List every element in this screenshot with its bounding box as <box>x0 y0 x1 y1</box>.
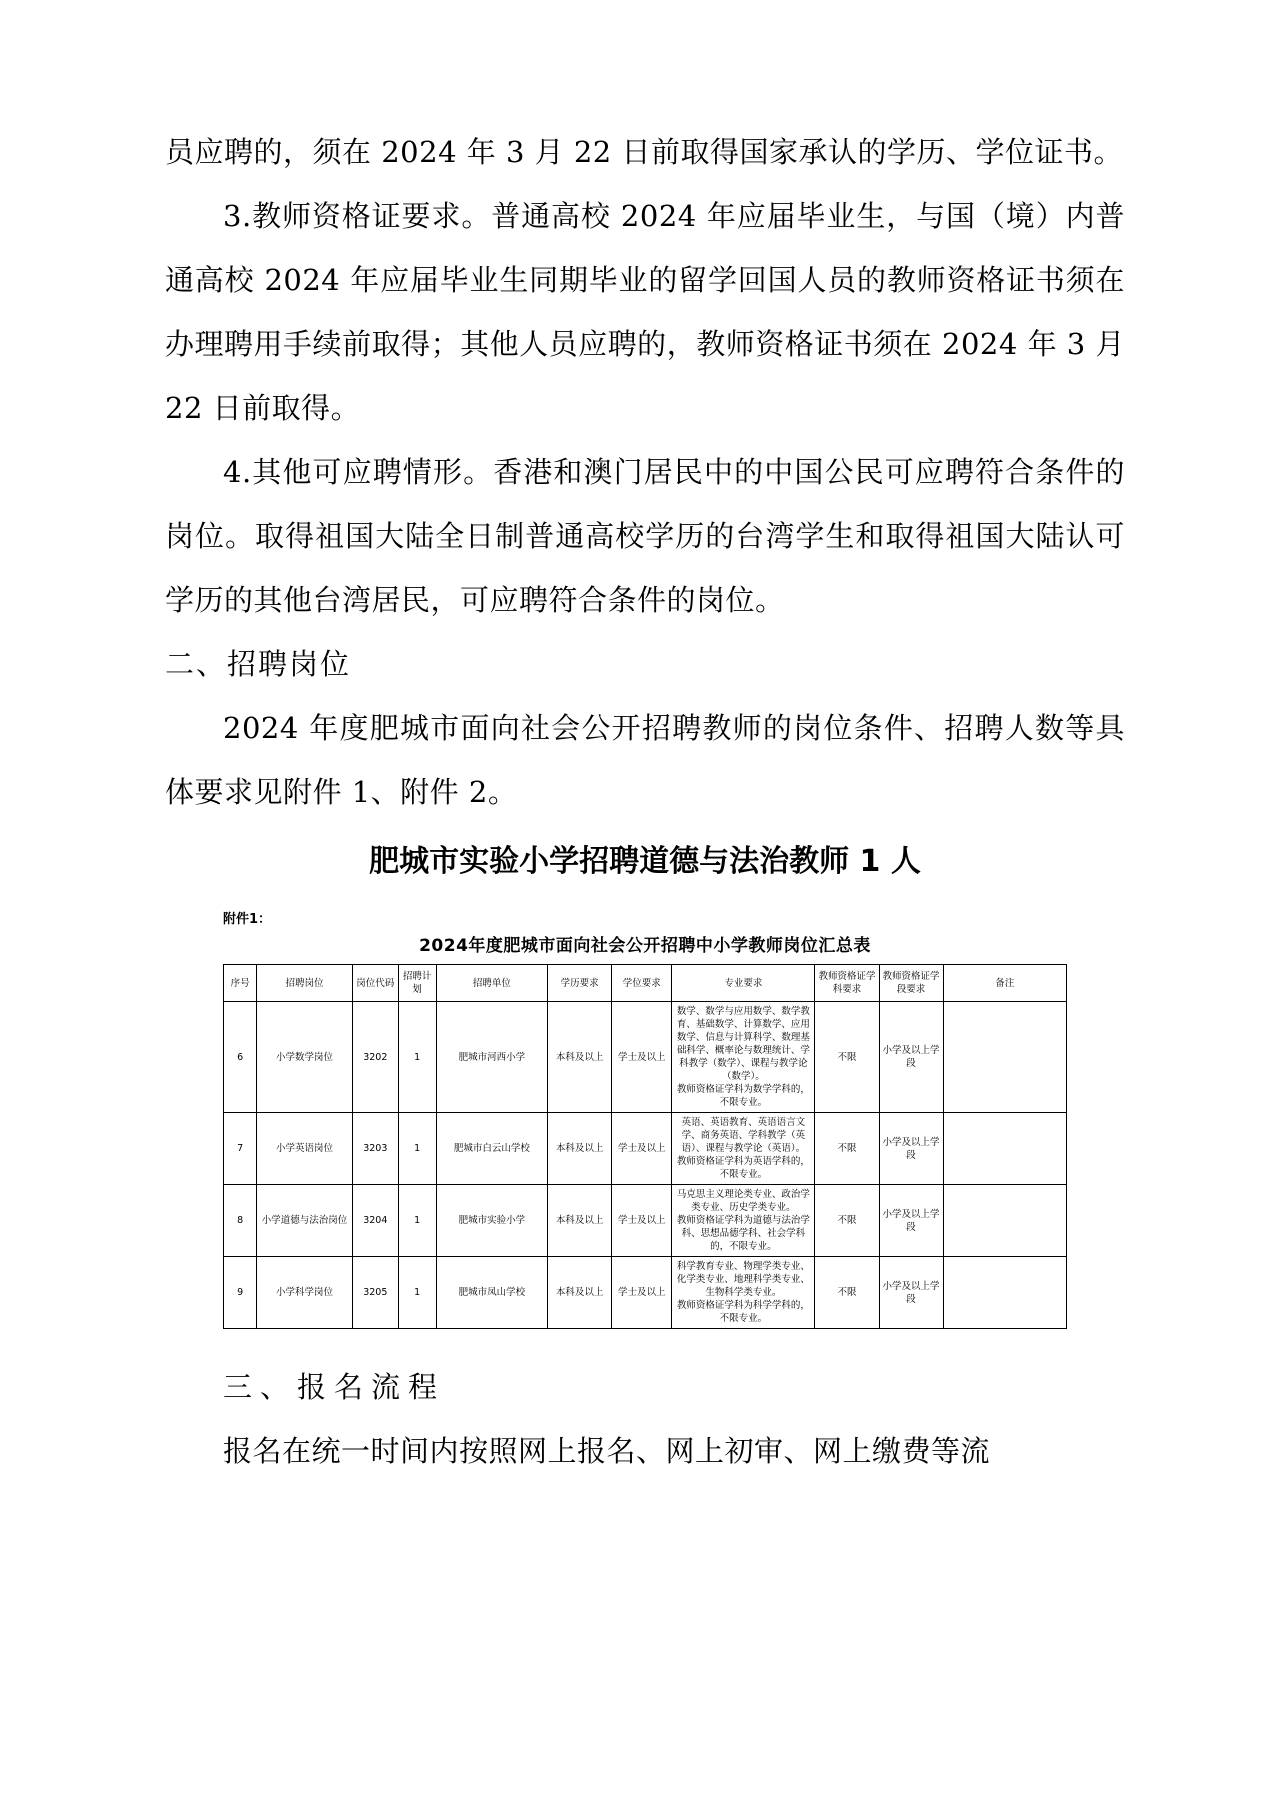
header-education: 学历要求 <box>548 965 612 1002</box>
attachment-label: 附件1： <box>223 912 272 927</box>
cell-unit: 肥城市实验小学 <box>436 1185 548 1257</box>
attachment-title: 2024年度肥城市面向社会公开招聘中小学教师岗位汇总表 <box>419 936 871 956</box>
cell-remark <box>943 1185 1066 1257</box>
cell-major: 马克思主义理论类专业、政治学类专业、历史学类专业。 教师资格证学科为道德与法治学科、思想品德学科、社会学科的，不限专业。 <box>672 1185 815 1257</box>
cell-cert-subject: 不限 <box>815 1002 879 1113</box>
cell-degree: 学士及以上 <box>612 1113 672 1185</box>
cell-cert-stage: 小学及以上学段 <box>879 1113 943 1185</box>
table-row <box>224 1257 1067 1329</box>
paragraph-1: 员应聘的，须在 2024 年 3 月 22 日前取得国家承认的学历、学位证书。 <box>165 135 1123 169</box>
cell-seq: 6 <box>224 1002 257 1113</box>
section-three-paragraph: 报名在统一时间内按照网上报名、网上初审、网上缴费等流 <box>223 1434 991 1468</box>
cell-degree: 学士及以上 <box>612 1257 672 1329</box>
cell-education: 本科及以上 <box>548 1002 612 1113</box>
cell-post: 小学科学岗位 <box>257 1257 353 1329</box>
cell-major: 英语、英语教育、英语语言文学、商务英语、学科教学（英语）、课程与教学论（英语）。 教师资格证学科为英语学科的，不限专业。 <box>672 1113 815 1185</box>
cell-unit: 肥城市河西小学 <box>436 1002 548 1113</box>
cell-remark <box>943 1257 1066 1329</box>
cell-code: 3205 <box>352 1257 398 1329</box>
section-two-heading: 二、招聘岗位 <box>165 647 352 681</box>
cell-degree: 学士及以上 <box>612 1002 672 1113</box>
header-cert-subject: 教师资格证学科要求 <box>815 965 879 1002</box>
cell-cert-stage: 小学及以上学段 <box>879 1257 943 1329</box>
header-degree: 学位要求 <box>612 965 672 1002</box>
table-header-row <box>224 965 1067 1002</box>
paragraph-3: 4.其他可应聘情形。香港和澳门居民中的中国公民可应聘符合条件的岗位。取得祖国大陆全日制普通高校学历的台湾学生和取得祖国大陆认可学历的其他台湾居民，可应聘符合条件的岗位。 <box>165 455 1125 617</box>
cell-cert-subject: 不限 <box>815 1185 879 1257</box>
cell-major: 数学、数学与应用数学、数学教育、基础数学、计算数学、应用数学、信息与计算科学、数理基础科学、概率论与数理统计、学科教学（数学）、课程与教学论（数学）。 教师资格证学科为数学学科的，不限专业。 <box>672 1002 815 1113</box>
cell-degree: 学士及以上 <box>612 1185 672 1257</box>
cell-education: 本科及以上 <box>548 1185 612 1257</box>
cell-post: 小学道德与法治岗位 <box>257 1185 353 1257</box>
cell-remark <box>943 1113 1066 1185</box>
jobs-table <box>223 964 1067 1329</box>
cell-post: 小学数学岗位 <box>257 1002 353 1113</box>
cell-plan: 1 <box>398 1002 436 1113</box>
cell-post: 小学英语岗位 <box>257 1113 353 1185</box>
header-code: 岗位代码 <box>352 965 398 1002</box>
cell-seq: 9 <box>224 1257 257 1329</box>
cell-plan: 1 <box>398 1113 436 1185</box>
section-three-heading: 三、报名流程 <box>223 1370 446 1404</box>
table-row <box>224 1002 1067 1113</box>
header-seq: 序号 <box>224 965 257 1002</box>
table-row <box>224 1185 1067 1257</box>
cell-plan: 1 <box>398 1185 436 1257</box>
cell-unit: 肥城市凤山学校 <box>436 1257 548 1329</box>
cell-cert-stage: 小学及以上学段 <box>879 1185 943 1257</box>
attachment-block <box>165 908 1125 1329</box>
header-remark: 备注 <box>943 965 1066 1002</box>
header-plan: 招聘计划 <box>398 965 436 1002</box>
header-unit: 招聘单位 <box>436 965 548 1002</box>
table-row <box>224 1113 1067 1185</box>
paragraph-2: 3.教师资格证要求。普通高校 2024 年应届毕业生，与国（境）内普通高校 2024 年应届毕业生同期毕业的留学回国人员的教师资格证书须在办理聘用手续前取得；其他人员应聘的，教师资格证书须在 2024 年 3 月 22 日前取得。 <box>165 199 1125 425</box>
cell-code: 3202 <box>352 1002 398 1113</box>
cell-cert-subject: 不限 <box>815 1257 879 1329</box>
cell-plan: 1 <box>398 1257 436 1329</box>
cell-unit: 肥城市白云山学校 <box>436 1113 548 1185</box>
cell-cert-subject: 不限 <box>815 1113 879 1185</box>
cell-education: 本科及以上 <box>548 1257 612 1329</box>
cell-cert-stage: 小学及以上学段 <box>879 1002 943 1113</box>
cell-code: 3204 <box>352 1185 398 1257</box>
header-major: 专业要求 <box>672 965 815 1002</box>
header-post: 招聘岗位 <box>257 965 353 1002</box>
cell-seq: 7 <box>224 1113 257 1185</box>
cell-education: 本科及以上 <box>548 1113 612 1185</box>
section-two-paragraph: 2024 年度肥城市面向社会公开招聘教师的岗位条件、招聘人数等具体要求见附件 1、附件 2。 <box>165 711 1125 809</box>
cell-code: 3203 <box>352 1113 398 1185</box>
cell-seq: 8 <box>224 1185 257 1257</box>
center-title: 肥城市实验小学招聘道德与法治教师 1 人 <box>369 844 921 879</box>
header-cert-stage: 教师资格证学段要求 <box>879 965 943 1002</box>
cell-major: 科学教育专业、物理学类专业、化学类专业、地理科学类专业、生物科学类专业。 教师资格证学科为科学学科的，不限专业。 <box>672 1257 815 1329</box>
section-three <box>165 1355 1125 1483</box>
cell-remark <box>943 1002 1066 1113</box>
